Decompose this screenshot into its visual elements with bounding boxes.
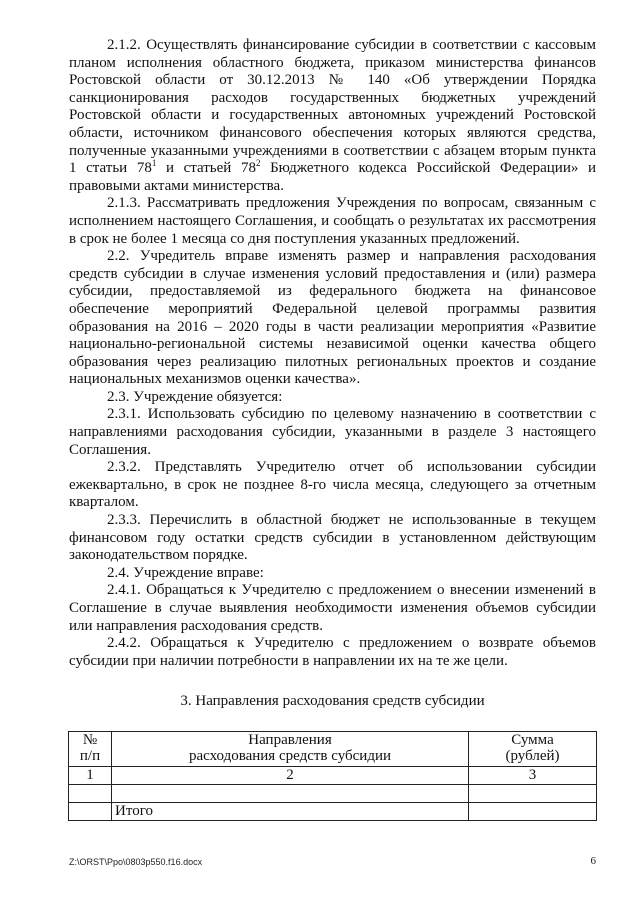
document-body	[69, 37, 596, 821]
table-cell: 2	[112, 766, 469, 784]
paragraph-2-3-1: 2.3.1. Использовать субсидию по целевому назначению в соответствии с направлениями расходования субсидии, указанными в разделе 3 настоящего Соглашения.	[69, 406, 596, 458]
table-cell: 3	[469, 766, 597, 784]
paragraph-2-3-3: 2.3.3. Перечислить в областной бюджет не использованные в текущем финансовом году остатки средств субсидии в установленном действующим законодательством порядке.	[69, 512, 596, 564]
header-number: № п/п	[69, 731, 112, 766]
file-path: Z:\ORST\Ppo\0803p550.f16.docx	[69, 857, 203, 867]
superscript: 2	[255, 158, 261, 169]
paragraph-2-4-2: 2.4.2. Обращаться к Учредителю с предложением о возврате объемов субсидии при наличии потребности в направлении их на те же цели.	[69, 635, 596, 669]
total-label: Итого	[112, 802, 469, 820]
paragraph-2-4-1: 2.4.1. Обращаться к Учредителю с предложением о внесении изменений в Соглашение в случае выявления необходимости изменения объемов субсидии или направления расходования средств.	[69, 582, 596, 634]
expenditure-table	[68, 731, 597, 821]
section-3-title: 3. Направления расходования средств субсидии	[180, 693, 485, 710]
paragraph-text: Бюджетного кодекса Российской Федерации» и правовыми актами министерства.	[69, 160, 596, 194]
table-numbering-row	[69, 766, 597, 784]
table-cell	[69, 802, 112, 820]
paragraph-2-3: 2.3. Учреждение обязуется:	[107, 388, 283, 405]
superscript: 1	[151, 158, 157, 169]
table-header-row	[69, 731, 597, 766]
paragraph-2-3-2: 2.3.2. Представлять Учредителю отчет об использовании субсидии ежеквартально, в срок не позднее 8-го числа месяца, следующего за отчетным кварталом.	[69, 459, 596, 511]
page-number: 6	[590, 855, 596, 867]
table-cell	[469, 802, 597, 820]
paragraph-2-2: 2.2. Учредитель вправе изменять размер и направления расходования средств субсидии в случае изменения условий предоставления и (или) размера субсидии, предоставляемой из федерального бюджета на финансовое обеспечение мероприятий Федеральной целевой программы развития образования на 2016 – 2020 годы в части реализации мероприятия «Развитие национально-региональной системы независимой оценки качества общего образования через реализацию пилотных региональных проектов и создание национальных механизмов оценки качества».	[69, 248, 596, 388]
table-cell	[469, 784, 597, 802]
paragraph-text: 2.1.2. Осуществлять финансирование субсидии в соответствии с кассовым планом исполнения областного бюджета, приказом министерства финансов Ростовской области от 30.12.2013 № 140 «Об утверждении Порядка санкционирования расходов государственных бюджетных учреждений Ростовской области и государственных автономных учреждений Ростовской области, источником финансового обеспечения которых являются средства, полученные указанными учреждениями в соответствии с абзацем вторым пункта 1 статьи 78	[69, 37, 596, 177]
table-cell	[112, 784, 469, 802]
header-sum: Сумма (рублей)	[469, 731, 597, 766]
paragraph-2-1-2	[69, 37, 596, 195]
paragraph-2-1-3: 2.1.3. Рассматривать предложения Учреждения по вопросам, связанным с исполнением настоящего Соглашения, и сообщать о результатах их рассмотрения в срок не более 1 месяца со дня поступления указанных предложений.	[69, 195, 596, 247]
paragraph-text: и статьей 78	[156, 160, 256, 177]
header-directions: Направления расходования средств субсидии	[112, 731, 469, 766]
paragraph-2-4: 2.4. Учреждение вправе:	[107, 564, 264, 581]
table-row	[69, 784, 597, 802]
table-cell	[69, 784, 112, 802]
table-total-row	[69, 802, 597, 820]
table-cell: 1	[69, 766, 112, 784]
